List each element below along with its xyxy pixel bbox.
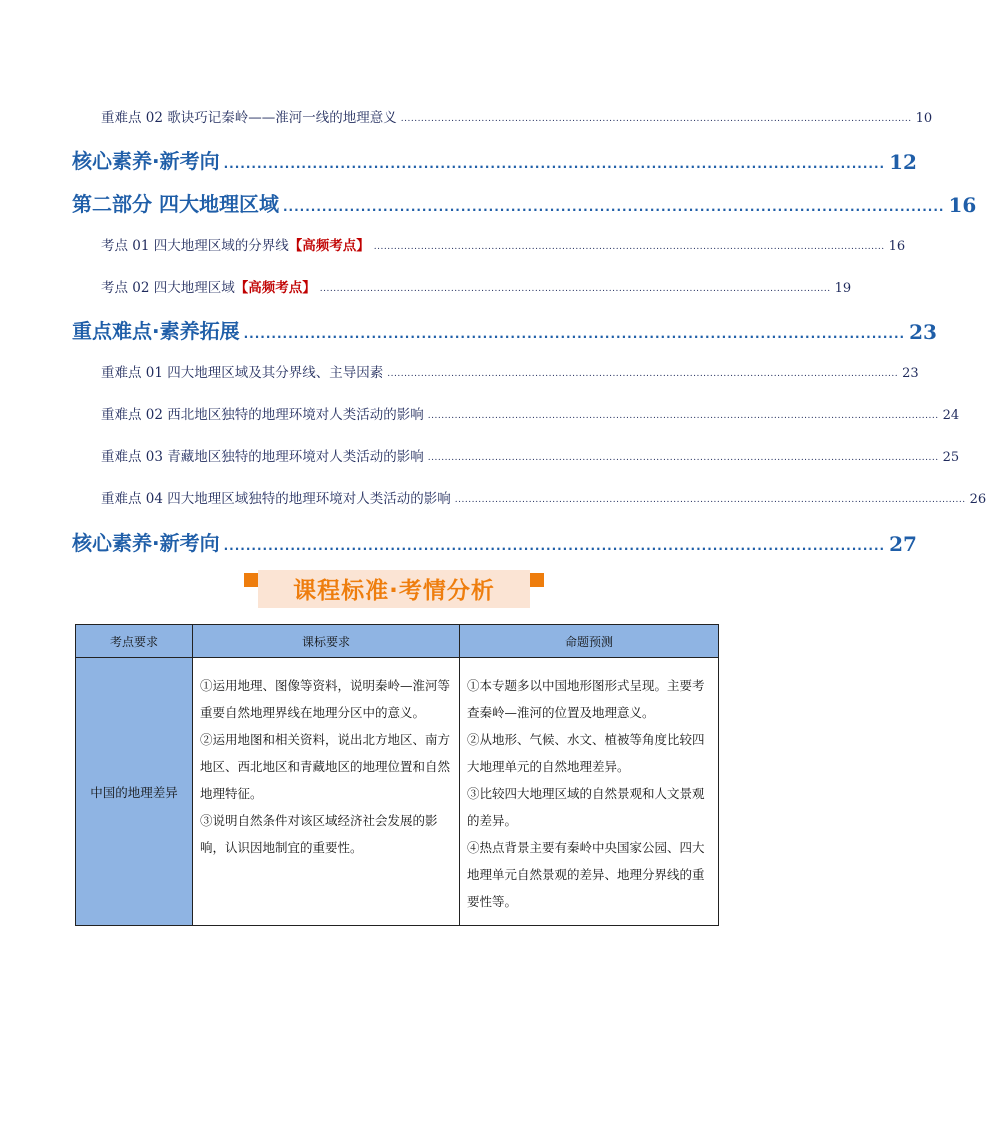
toc-entry-label: 重难点 02 歌诀巧记秦岭——淮河一线的地理意义 bbox=[101, 110, 397, 126]
toc-page-number: 24 bbox=[942, 408, 960, 423]
toc-leader: ........................................................................................................................................................ bbox=[427, 453, 939, 463]
toc-page-number: 16 bbox=[948, 193, 977, 217]
toc-leader: ........................................................................................................................................................ bbox=[373, 242, 885, 252]
prediction-item: ②从地形、气候、水文、植被等角度比较四大地理单元的自然地理差异。 bbox=[467, 732, 705, 774]
standard-item: ②运用地图和相关资料，说出北方地区、南方地区、西北地区和青藏地区的地理位置和自然地理特征。 bbox=[200, 732, 451, 801]
toc-page-number: 26 bbox=[969, 492, 986, 507]
toc-leader: ........................................................................................................................................................ bbox=[319, 284, 831, 294]
toc-entry[interactable] bbox=[101, 106, 933, 126]
banner-title: 课程标准·考情分析 bbox=[293, 578, 495, 604]
toc-entry-label: 重难点 02 西北地区独特的地理环境对人类活动的影响 bbox=[101, 407, 424, 423]
standard-item: ①运用地理、图像等资料，说明秦岭—淮河等重要自然地理界线在地理分区中的意义。 bbox=[200, 678, 451, 720]
toc-entry[interactable] bbox=[101, 487, 986, 507]
toc-leader: ....................................................................................................................... bbox=[243, 327, 906, 341]
toc-page-number: 27 bbox=[889, 532, 917, 556]
table-row bbox=[76, 658, 719, 926]
toc-entry-label: 重难点 03 青藏地区独特的地理环境对人类活动的影响 bbox=[101, 449, 424, 465]
prediction-item: ④热点背景主要有秦岭中央国家公园、四大地理单元自然景观的差异、地理分界线的重要性等。 bbox=[467, 840, 705, 909]
toc-entry-label: 重点难点·素养拓展 bbox=[72, 319, 240, 343]
toc-entry-label: 重难点 01 四大地理区域及其分界线、主导因素 bbox=[101, 365, 384, 381]
header-prediction: 命题预测 bbox=[460, 625, 719, 658]
standards-cell bbox=[193, 658, 460, 926]
toc-entry[interactable] bbox=[101, 234, 906, 254]
toc-entry[interactable] bbox=[72, 146, 917, 174]
toc-entry[interactable] bbox=[72, 189, 977, 217]
toc-leader: ....................................................................................................................... bbox=[282, 200, 945, 214]
topic-cell: 中国的地理差异 bbox=[76, 658, 193, 926]
header-curriculum-requirement: 课标要求 bbox=[193, 625, 460, 658]
section-banner bbox=[244, 566, 544, 608]
toc-entry[interactable] bbox=[101, 445, 960, 465]
toc-entry[interactable] bbox=[72, 528, 917, 556]
header-exam-requirement: 考点要求 bbox=[76, 625, 193, 658]
toc-entry[interactable] bbox=[72, 316, 937, 344]
toc-leader: ........................................................................................................................................................ bbox=[387, 369, 899, 379]
toc-entry-label: 重难点 04 四大地理区域独特的地理环境对人类活动的影响 bbox=[101, 491, 451, 507]
toc-entry-label: 核心素养·新考向 bbox=[72, 149, 220, 173]
toc-leader: ....................................................................................................................... bbox=[223, 157, 886, 171]
exam-analysis-table bbox=[75, 624, 719, 926]
prediction-item: ③比较四大地理区域的自然景观和人文景观的差异。 bbox=[467, 786, 705, 828]
toc-entry[interactable] bbox=[101, 276, 852, 296]
toc-page-number: 25 bbox=[942, 450, 960, 465]
toc-page-number: 23 bbox=[902, 366, 919, 381]
toc-leader: ........................................................................................................................................................ bbox=[454, 495, 966, 505]
toc-page-number: 23 bbox=[909, 320, 937, 344]
toc-entry[interactable] bbox=[101, 403, 960, 423]
toc-entry[interactable] bbox=[101, 361, 919, 381]
toc-leader: ........................................................................................................................................................ bbox=[400, 114, 912, 124]
toc-page-number: 16 bbox=[888, 239, 906, 254]
toc-leader: ........................................................................................................................................................ bbox=[427, 411, 939, 421]
toc-page-number: 10 bbox=[915, 111, 933, 126]
table-header-row bbox=[76, 625, 719, 658]
toc-entry-label: 考点 02 四大地理区域【高频考点】 bbox=[101, 280, 316, 296]
toc-entry-label: 核心素养·新考向 bbox=[72, 531, 220, 555]
predictions-cell bbox=[460, 658, 719, 926]
prediction-item: ①本专题多以中国地形图形式呈现。主要考查秦岭—淮河的位置及地理意义。 bbox=[467, 678, 705, 720]
toc-leader: ....................................................................................................................... bbox=[223, 539, 886, 553]
high-frequency-tag: 【高频考点】 bbox=[234, 280, 316, 296]
toc-entry-label: 第二部分 四大地理区域 bbox=[72, 192, 279, 216]
standard-item: ③说明自然条件对该区域经济社会发展的影响，认识因地制宜的重要性。 bbox=[200, 813, 438, 855]
high-frequency-tag: 【高频考点】 bbox=[288, 238, 370, 254]
toc-page-number: 12 bbox=[889, 150, 917, 174]
toc-entry-label: 考点 01 四大地理区域的分界线【高频考点】 bbox=[101, 238, 370, 254]
toc-page-number: 19 bbox=[834, 281, 852, 296]
